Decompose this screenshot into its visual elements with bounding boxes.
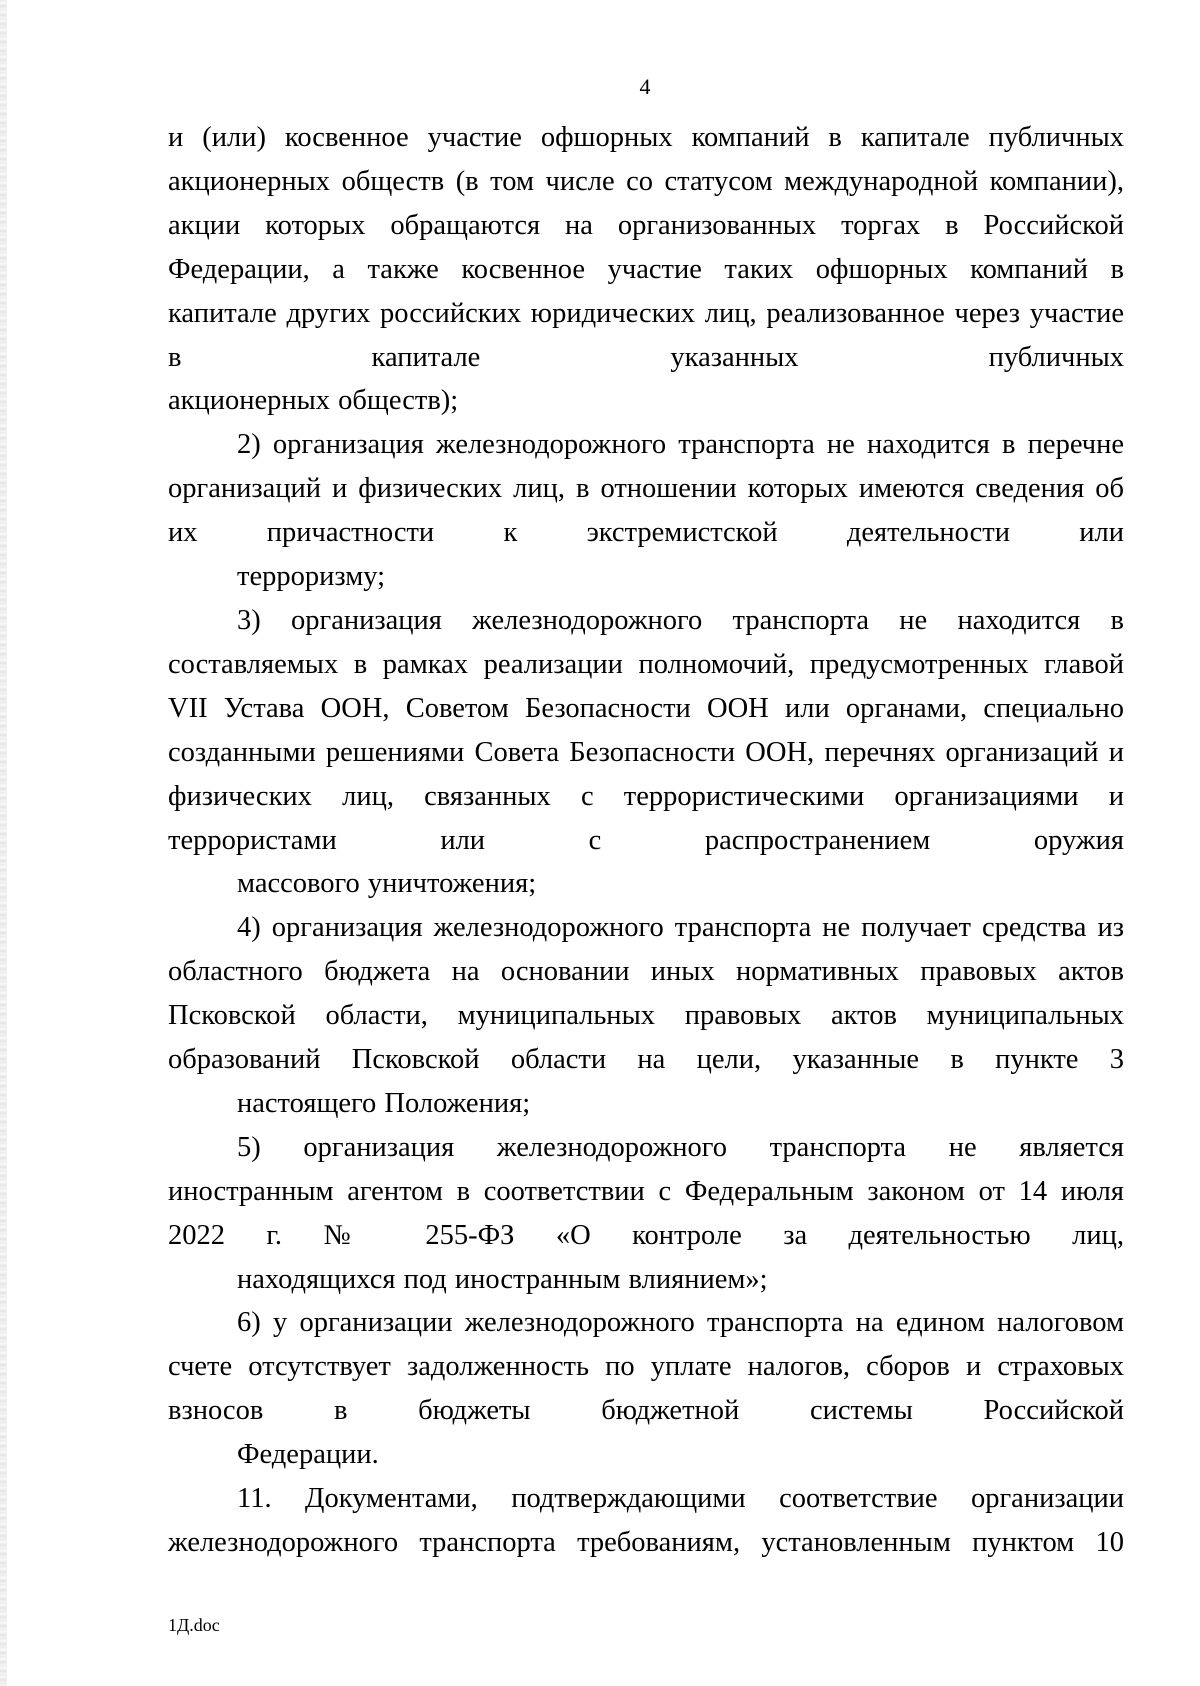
paragraph-text: 3) организация железнодорожного транспорта не находится в составляемых в рамках реализации полномочий, предусмотренных главой VII Устава ООН, Советом Безопасности ООН или органами, специально созданными решениями Совета Безопасности ООН, перечнях организаций и физических лиц, связанных с террористическими организациями и террористами или с распространением оружия (168, 604, 1124, 856)
paragraph-last-line: находящихся под иностранным влиянием»; (237, 1263, 768, 1295)
paragraph-last-line: терроризму; (237, 561, 386, 593)
scan-edge-artifact (0, 0, 7, 1686)
paragraph-item-3 (168, 599, 1124, 906)
paragraph-item-6 (168, 1301, 1124, 1477)
paragraph-text: 11. Документами, подтверждающими соответствие организации железнодорожного транспорта требованиям, установленным пунктом 10 (168, 1483, 1124, 1558)
paragraph-text: и (или) косвенное участие офшорных компаний в капитале публичных акционерных обществ (в том числе со статусом международной компании), акции которых обращаются на организованных торгах в Российской Федерации, а также косвенное участие таких офшорных компаний в капитале других российских юридических лиц, реализованное через участие в капитале указанных публичных (168, 122, 1124, 373)
paragraph-item-2 (168, 423, 1124, 599)
paragraph-last-line: Федерации. (237, 1439, 379, 1471)
footer-filename: 1Д.doc (168, 1615, 220, 1635)
paragraph-last-line: акционерных обществ); (168, 385, 459, 417)
paragraph-continuation (168, 116, 1124, 423)
document-body (168, 116, 1124, 1565)
paragraph-section-11 (168, 1477, 1124, 1565)
paragraph-text: 2) организация железнодорожного транспорта не находится в перечне организаций и физических лиц, в отношении которых имеются сведения об их причастности к экстремистской деятельности или (168, 429, 1124, 549)
page-number: 4 (639, 74, 651, 99)
paragraph-text: 5) организация железнодорожного транспорта не является иностранным агентом в соответствии с Федеральным законом от 14 июля 2022 г. № 255-ФЗ «О контроле за деятельностью лиц, (168, 1131, 1124, 1251)
paragraph-last-line: массового уничтожения; (237, 868, 537, 900)
paragraph-text: 6) у организации железнодорожного транспорта на едином налоговом счете отсутствует задолженность по уплате налогов, сборов и страховых взносов в бюджеты бюджетной системы Российской (168, 1307, 1124, 1427)
paragraph-item-5 (168, 1126, 1124, 1302)
paragraph-last-line: настоящего Положения; (237, 1087, 531, 1119)
paragraph-text: 4) организация железнодорожного транспорта не получает средства из областного бюджета на основании иных нормативных правовых актов Псковской области, муниципальных правовых актов муниципальных образований Псковской области на цели, указанные в пункте 3 (168, 912, 1124, 1076)
paragraph-item-4 (168, 906, 1124, 1126)
